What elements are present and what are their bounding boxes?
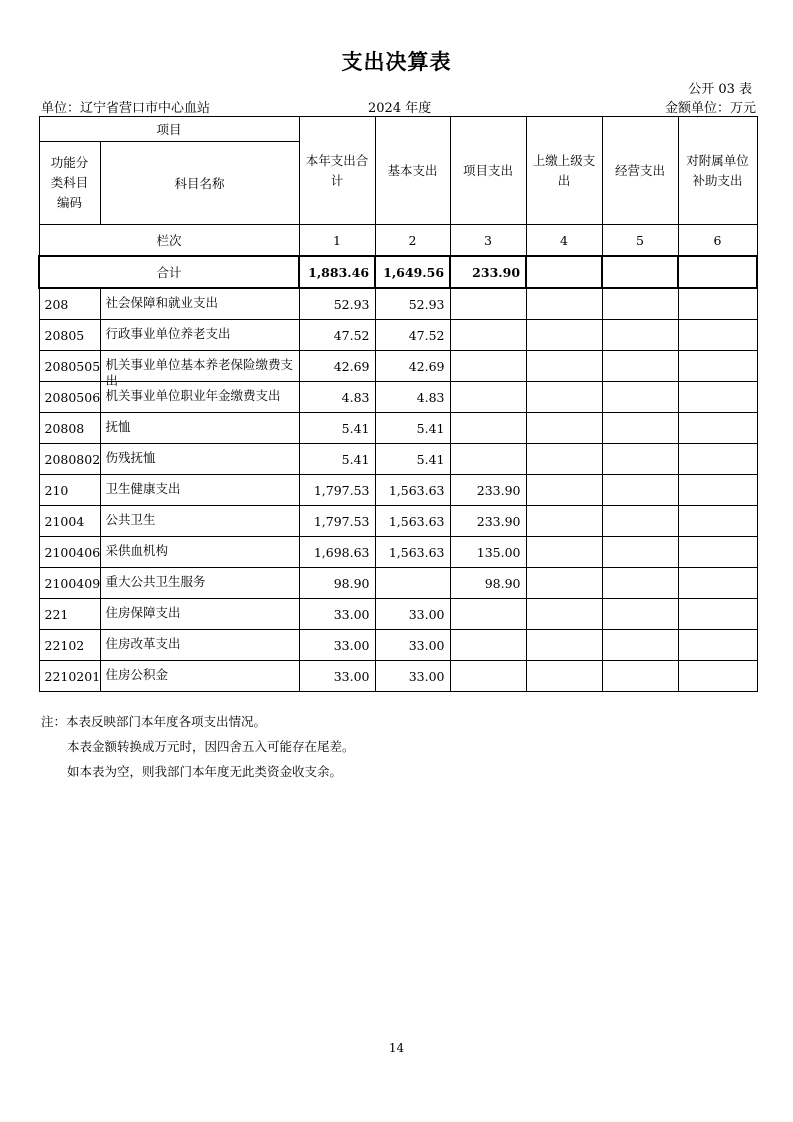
table-row	[39, 599, 757, 630]
cell-basic: 33.00	[375, 599, 450, 630]
header-total: 本年支出合计	[299, 117, 375, 225]
cell-code: 2080802	[39, 444, 100, 475]
cell-proj	[450, 351, 526, 382]
cell-oper	[602, 661, 678, 692]
lanci-1: 1	[299, 225, 375, 257]
cell-basic: 52.93	[375, 288, 450, 320]
cell-upper	[526, 320, 602, 351]
cell-oper	[602, 537, 678, 568]
cell-name-text: 重大公共卫生服务	[105, 574, 206, 589]
cell-sub	[678, 506, 757, 537]
cell-oper	[602, 630, 678, 661]
header-code: 功能分类科目编码	[39, 142, 100, 225]
notes	[41, 709, 355, 784]
cell-upper	[526, 382, 602, 413]
note-3: 如本表为空，则我部门本年度无此类资金收支余。	[67, 764, 343, 779]
cell-name	[100, 320, 299, 351]
cell-sub	[678, 599, 757, 630]
cell-name	[100, 599, 299, 630]
cell-total: 4.83	[299, 382, 375, 413]
cell-code: 2080505	[39, 351, 100, 382]
cell-total: 33.00	[299, 599, 375, 630]
lanci-3: 3	[450, 225, 526, 257]
cell-total: 33.00	[299, 661, 375, 692]
cell-sub	[678, 630, 757, 661]
cell-basic: 33.00	[375, 630, 450, 661]
table-row	[39, 288, 757, 320]
cell-upper	[526, 630, 602, 661]
lanci-6: 6	[678, 225, 757, 257]
table-row	[39, 630, 757, 661]
cell-proj	[450, 630, 526, 661]
cell-total: 52.93	[299, 288, 375, 320]
cell-total: 1,797.53	[299, 475, 375, 506]
totals-project: 233.90	[450, 256, 526, 288]
cell-sub	[678, 351, 757, 382]
cell-oper	[602, 382, 678, 413]
cell-proj	[450, 288, 526, 320]
form-number: 公开 03 表	[688, 82, 752, 97]
cell-name-text: 住房保障支出	[105, 605, 181, 620]
cell-basic: 5.41	[375, 444, 450, 475]
totals-label: 合计	[39, 256, 299, 288]
cell-sub	[678, 413, 757, 444]
cell-proj: 98.90	[450, 568, 526, 599]
cell-sub	[678, 288, 757, 320]
cell-name	[100, 382, 299, 413]
cell-name-text: 采供血机构	[105, 543, 169, 558]
header-project: 项目	[39, 117, 299, 142]
cell-name-text: 伤残抚恤	[105, 450, 156, 465]
cell-upper	[526, 661, 602, 692]
cell-sub	[678, 568, 757, 599]
table-row	[39, 444, 757, 475]
totals-subsidy	[678, 256, 757, 288]
cell-name	[100, 288, 299, 320]
cell-oper	[602, 351, 678, 382]
cell-basic: 1,563.63	[375, 475, 450, 506]
cell-code: 20805	[39, 320, 100, 351]
lanci-4: 4	[526, 225, 602, 257]
cell-upper	[526, 475, 602, 506]
cell-sub	[678, 320, 757, 351]
header-subsidy: 对附属单位补助支出	[678, 117, 757, 225]
cell-code: 22102	[39, 630, 100, 661]
cell-name-text: 抚恤	[105, 419, 131, 434]
cell-oper	[602, 568, 678, 599]
cell-name-text: 公共卫生	[105, 512, 156, 527]
cell-proj	[450, 320, 526, 351]
cell-code: 2100409	[39, 568, 100, 599]
cell-proj: 233.90	[450, 506, 526, 537]
lanci-2: 2	[375, 225, 450, 257]
cell-sub	[678, 537, 757, 568]
header-project-expense: 项目支出	[450, 117, 526, 225]
cell-name	[100, 351, 299, 388]
lanci-row	[39, 225, 757, 257]
cell-proj	[450, 413, 526, 444]
cell-upper	[526, 599, 602, 630]
cell-sub	[678, 444, 757, 475]
cell-oper	[602, 444, 678, 475]
cell-code: 221	[39, 599, 100, 630]
cell-code: 2080506	[39, 382, 100, 413]
cell-basic: 33.00	[375, 661, 450, 692]
page-number: 14	[388, 1041, 405, 1055]
cell-sub	[678, 382, 757, 413]
cell-name-text: 住房改革支出	[105, 636, 181, 651]
table-row	[39, 537, 757, 568]
cell-upper	[526, 537, 602, 568]
cell-name-text: 机关事业单位基本养老保险缴费支出	[105, 357, 294, 388]
cell-name	[100, 661, 299, 692]
lanci-5: 5	[602, 225, 678, 257]
cell-proj: 233.90	[450, 475, 526, 506]
table-row	[39, 351, 757, 382]
cell-upper	[526, 351, 602, 382]
lanci-label: 栏次	[39, 225, 299, 257]
cell-name	[100, 475, 299, 506]
cell-basic: 47.52	[375, 320, 450, 351]
totals-row	[39, 256, 757, 288]
cell-total: 5.41	[299, 413, 375, 444]
cell-oper	[602, 475, 678, 506]
cell-name	[100, 506, 299, 537]
totals-operation	[602, 256, 678, 288]
report-meta	[41, 97, 756, 115]
cell-proj	[450, 599, 526, 630]
cell-upper	[526, 444, 602, 475]
cell-upper	[526, 506, 602, 537]
header-name: 科目名称	[100, 142, 299, 225]
header-basic: 基本支出	[375, 117, 450, 225]
cell-basic: 4.83	[375, 382, 450, 413]
totals-upper	[526, 256, 602, 288]
cell-proj: 135.00	[450, 537, 526, 568]
cell-oper	[602, 288, 678, 320]
cell-name-text: 卫生健康支出	[105, 481, 181, 496]
cell-name-text: 机关事业单位职业年金缴费支出	[105, 388, 281, 403]
table-row	[39, 320, 757, 351]
table-row	[39, 661, 757, 692]
money-unit-label: 金额单位：万元	[664, 101, 756, 116]
cell-basic: 1,563.63	[375, 537, 450, 568]
cell-code: 2210201	[39, 661, 100, 692]
cell-sub	[678, 661, 757, 692]
cell-oper	[602, 599, 678, 630]
cell-code: 21004	[39, 506, 100, 537]
table-row	[39, 475, 757, 506]
cell-code: 208	[39, 288, 100, 320]
cell-code: 210	[39, 475, 100, 506]
cell-total: 98.90	[299, 568, 375, 599]
unit-label: 单位：辽宁省营口市中心血站	[41, 101, 211, 116]
year-label: 2024 年度	[368, 101, 432, 116]
cell-total: 47.52	[299, 320, 375, 351]
cell-oper	[602, 506, 678, 537]
cell-basic: 1,563.63	[375, 506, 450, 537]
cell-total: 33.00	[299, 630, 375, 661]
header-row-1	[39, 117, 757, 142]
expenditure-table	[38, 116, 758, 692]
cell-basic: 42.69	[375, 351, 450, 382]
note-2: 本表金额转换成万元时，因四舍五入可能存在尾差。	[67, 739, 355, 754]
page-title: 支出决算表	[341, 50, 452, 74]
cell-oper	[602, 413, 678, 444]
totals-basic: 1,649.56	[375, 256, 450, 288]
cell-total: 1,797.53	[299, 506, 375, 537]
cell-name	[100, 413, 299, 444]
cell-name	[100, 444, 299, 475]
cell-proj	[450, 444, 526, 475]
cell-code: 2100406	[39, 537, 100, 568]
cell-upper	[526, 288, 602, 320]
cell-proj	[450, 382, 526, 413]
header-upper: 上缴上级支出	[526, 117, 602, 225]
cell-name-text: 社会保障和就业支出	[105, 295, 219, 310]
cell-sub	[678, 475, 757, 506]
cell-proj	[450, 661, 526, 692]
header-operation: 经营支出	[602, 117, 678, 225]
cell-name-text: 行政事业单位养老支出	[105, 326, 231, 341]
cell-name	[100, 630, 299, 661]
cell-total: 5.41	[299, 444, 375, 475]
table-row	[39, 506, 757, 537]
cell-code: 20808	[39, 413, 100, 444]
cell-total: 1,698.63	[299, 537, 375, 568]
cell-upper	[526, 413, 602, 444]
cell-upper	[526, 568, 602, 599]
table-row	[39, 413, 757, 444]
cell-basic	[375, 568, 450, 599]
totals-total: 1,883.46	[299, 256, 375, 288]
table-row	[39, 568, 757, 599]
cell-total: 42.69	[299, 351, 375, 382]
table-row	[39, 382, 757, 413]
cell-basic: 5.41	[375, 413, 450, 444]
note-1: 注：本表反映部门本年度各项支出情况。	[41, 714, 267, 729]
cell-name-text: 住房公积金	[105, 667, 169, 682]
cell-name	[100, 537, 299, 568]
cell-oper	[602, 320, 678, 351]
cell-name	[100, 568, 299, 599]
